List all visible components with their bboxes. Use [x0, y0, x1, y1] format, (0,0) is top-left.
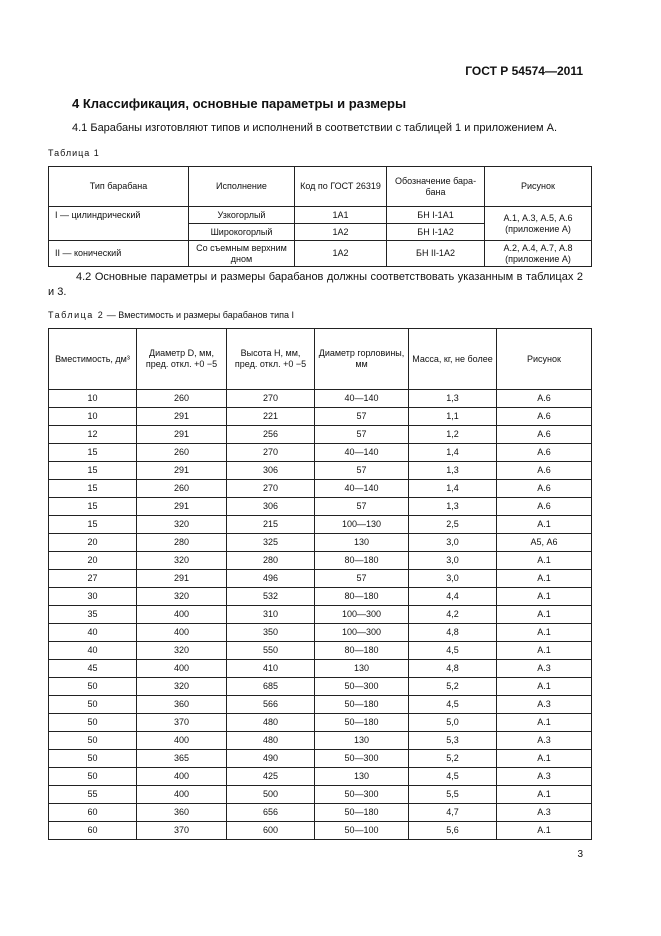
table-row	[49, 696, 592, 714]
table-cell: А.1	[497, 786, 592, 804]
table-cell: 130	[315, 768, 409, 786]
table-cell: А.1	[497, 642, 592, 660]
table-cell: 1,3	[409, 498, 497, 516]
table-cell: 57	[315, 408, 409, 426]
table-cell: 130	[315, 534, 409, 552]
table-row	[49, 714, 592, 732]
table-1	[48, 166, 592, 267]
table-cell: 566	[227, 696, 315, 714]
table-cell: 50	[49, 768, 137, 786]
table-cell: 256	[227, 426, 315, 444]
table-cell: 500	[227, 786, 315, 804]
table-cell: А.3	[497, 804, 592, 822]
table-row	[49, 498, 592, 516]
t2-header-neck: Диаметр горловины, мм	[315, 329, 409, 390]
table-cell: 260	[137, 480, 227, 498]
table-cell: 370	[137, 822, 227, 840]
table2-caption	[48, 310, 294, 320]
table-cell: А.3	[497, 696, 592, 714]
table-cell: А.6	[497, 426, 592, 444]
table-cell: 27	[49, 570, 137, 588]
t1-header-code: Код по ГОСТ 26319	[295, 167, 387, 207]
t1-cell: БН I-1А1	[387, 207, 485, 224]
table-cell: 10	[49, 408, 137, 426]
table-cell: 320	[137, 642, 227, 660]
table-cell: 260	[137, 444, 227, 462]
table-cell: 360	[137, 696, 227, 714]
table-cell: 100—300	[315, 606, 409, 624]
table-cell: 400	[137, 768, 227, 786]
table-cell: 50	[49, 732, 137, 750]
table-cell: 280	[137, 534, 227, 552]
table-cell: А.3	[497, 768, 592, 786]
table-row	[49, 552, 592, 570]
table-cell: А.1	[497, 750, 592, 768]
table-cell: 1,4	[409, 444, 497, 462]
t2-header-volume: Вместимость, дм³	[49, 329, 137, 390]
table-cell: 80—180	[315, 588, 409, 606]
table-cell: 5,0	[409, 714, 497, 732]
table-cell: 40—140	[315, 480, 409, 498]
table-cell: 45	[49, 660, 137, 678]
table-cell: 306	[227, 462, 315, 480]
table-cell: 15	[49, 444, 137, 462]
table-row	[49, 750, 592, 768]
table-cell: 425	[227, 768, 315, 786]
table-cell: 291	[137, 462, 227, 480]
table-cell: 5,3	[409, 732, 497, 750]
table-cell: А.1	[497, 552, 592, 570]
table-cell: 370	[137, 714, 227, 732]
table-cell: 350	[227, 624, 315, 642]
table-cell: 1,1	[409, 408, 497, 426]
table-cell: 50—300	[315, 678, 409, 696]
table-cell: 130	[315, 660, 409, 678]
table2-caption-text: — Вместимость и размеры барабанов типа I	[104, 310, 294, 320]
table-cell: 365	[137, 750, 227, 768]
table-cell: 4,2	[409, 606, 497, 624]
table-cell: 57	[315, 498, 409, 516]
table-cell: А.1	[497, 516, 592, 534]
table-cell: 15	[49, 516, 137, 534]
table-row	[49, 516, 592, 534]
table-cell: 291	[137, 408, 227, 426]
page-number: 3	[577, 849, 583, 860]
t2-header-height: Высота H, мм, пред. откл. +0 −5	[227, 329, 315, 390]
table-cell: 4,4	[409, 588, 497, 606]
t1-header-ris: Рисунок	[485, 167, 592, 207]
table-cell: 1,2	[409, 426, 497, 444]
table-cell: 50—180	[315, 696, 409, 714]
table-cell: А.3	[497, 732, 592, 750]
table-cell: 57	[315, 570, 409, 588]
table-cell: 35	[49, 606, 137, 624]
table-cell: 30	[49, 588, 137, 606]
t1-header-type: Тип барабана	[49, 167, 189, 207]
table-row	[49, 732, 592, 750]
table-cell: 1,3	[409, 390, 497, 408]
table-cell: А.1	[497, 606, 592, 624]
t1-cell: БН I-1А2	[387, 224, 485, 241]
t1-cell: Широкогорлый	[189, 224, 295, 241]
table-cell: 20	[49, 552, 137, 570]
table-cell: 400	[137, 732, 227, 750]
table-cell: 60	[49, 804, 137, 822]
table-cell: 260	[137, 390, 227, 408]
table-cell: 280	[227, 552, 315, 570]
table-cell: 130	[315, 732, 409, 750]
table-cell: 40—140	[315, 444, 409, 462]
table-cell: А.6	[497, 462, 592, 480]
t2-header-mass: Масса, кг, не более	[409, 329, 497, 390]
table-cell: 40	[49, 642, 137, 660]
table-cell: 320	[137, 552, 227, 570]
table-row	[49, 642, 592, 660]
table-cell: 15	[49, 498, 137, 516]
table-row	[49, 606, 592, 624]
table-cell: 2,5	[409, 516, 497, 534]
table-cell: 320	[137, 678, 227, 696]
table-row	[49, 822, 592, 840]
table-cell: 60	[49, 822, 137, 840]
table-cell: 5,5	[409, 786, 497, 804]
paragraph-4-1: 4.1 Барабаны изготовляют типов и исполнений в соответствии с таблицей 1 и приложением А.	[72, 122, 557, 134]
table-cell: 496	[227, 570, 315, 588]
table-cell: 270	[227, 480, 315, 498]
table-2	[48, 328, 592, 840]
table2-caption-prefix: Таблица 2	[48, 310, 105, 320]
table-cell: 270	[227, 390, 315, 408]
table-row	[49, 786, 592, 804]
t1-cell: 1А1	[295, 207, 387, 224]
table-cell: 10	[49, 390, 137, 408]
table-cell: 480	[227, 732, 315, 750]
table-cell: А.6	[497, 480, 592, 498]
t1-cell: 1А2	[295, 224, 387, 241]
table-cell: 5,6	[409, 822, 497, 840]
t1-cell: А.2, А.4, А.7, А.8 (приложение А)	[485, 241, 592, 267]
table-cell: 532	[227, 588, 315, 606]
table-cell: 1,3	[409, 462, 497, 480]
table-cell: 306	[227, 498, 315, 516]
t2-header-diameter: Диаметр D, мм, пред. откл. +0 −5	[137, 329, 227, 390]
table-cell: 550	[227, 642, 315, 660]
table-cell: 410	[227, 660, 315, 678]
table-cell: А.6	[497, 390, 592, 408]
t1-cell: Со съемным верхним дном	[189, 241, 295, 267]
table-cell: 400	[137, 606, 227, 624]
t1-header-oboz: Обозначение бара-бана	[387, 167, 485, 207]
table-cell: А.1	[497, 588, 592, 606]
table-cell: 50—180	[315, 714, 409, 732]
table-row	[49, 462, 592, 480]
table-cell: 360	[137, 804, 227, 822]
table-row	[49, 588, 592, 606]
table-cell: 490	[227, 750, 315, 768]
t1-cell: Узкогорлый	[189, 207, 295, 224]
table-row	[49, 804, 592, 822]
table-row	[49, 444, 592, 462]
table-cell: А.6	[497, 498, 592, 516]
table-cell: А.1	[497, 624, 592, 642]
table1-caption: Таблица 1	[48, 148, 100, 158]
table-row	[49, 534, 592, 552]
table-cell: 3,0	[409, 570, 497, 588]
table-cell: 291	[137, 498, 227, 516]
table-cell: 4,5	[409, 768, 497, 786]
t1-type-cylindrical: I — цилиндрический	[49, 207, 189, 241]
table-cell: 215	[227, 516, 315, 534]
table-cell: 50—300	[315, 786, 409, 804]
table-cell: 55	[49, 786, 137, 804]
table-cell: 100—130	[315, 516, 409, 534]
table-cell: А.1	[497, 822, 592, 840]
table-cell: 5,2	[409, 678, 497, 696]
table-row	[49, 768, 592, 786]
table-cell: 20	[49, 534, 137, 552]
table-cell: 15	[49, 462, 137, 480]
table-cell: 221	[227, 408, 315, 426]
table-cell: 320	[137, 588, 227, 606]
table-cell: А.1	[497, 714, 592, 732]
t1-cell: 1А2	[295, 241, 387, 267]
table-cell: 400	[137, 660, 227, 678]
table-cell: 320	[137, 516, 227, 534]
table-cell: 291	[137, 426, 227, 444]
table-cell: 4,8	[409, 660, 497, 678]
table-cell: 4,5	[409, 696, 497, 714]
t2-header-figure: Рисунок	[497, 329, 592, 390]
table-cell: 400	[137, 624, 227, 642]
document-header: ГОСТ Р 54574—2011	[465, 64, 583, 78]
t1-header-isp: Исполнение	[189, 167, 295, 207]
table-cell: 310	[227, 606, 315, 624]
table-cell: 50	[49, 714, 137, 732]
table-cell: 685	[227, 678, 315, 696]
table-cell: А.6	[497, 408, 592, 426]
table-cell: А.3	[497, 660, 592, 678]
table-row	[49, 660, 592, 678]
t1-type-conical: II — конический	[49, 241, 189, 267]
table-cell: 270	[227, 444, 315, 462]
paragraph-4-2: 4.2 Основные параметры и размеры барабанов должны соответствовать указанным в таблицах 2 и 3.	[48, 271, 583, 298]
table-cell: 50—180	[315, 804, 409, 822]
table-cell: 50	[49, 696, 137, 714]
table-row	[49, 390, 592, 408]
table-cell: 4,5	[409, 642, 497, 660]
table-cell: А.1	[497, 678, 592, 696]
table-cell: 4,7	[409, 804, 497, 822]
table-cell: 50	[49, 750, 137, 768]
table-cell: 50—100	[315, 822, 409, 840]
table-cell: 57	[315, 462, 409, 480]
table-cell: 80—180	[315, 642, 409, 660]
table-cell: 400	[137, 786, 227, 804]
section-title: 4 Классификация, основные параметры и размеры	[72, 96, 407, 111]
table-row	[49, 408, 592, 426]
table-cell: 80—180	[315, 552, 409, 570]
table-cell: 12	[49, 426, 137, 444]
table-row	[49, 624, 592, 642]
table-cell: 5,2	[409, 750, 497, 768]
table-cell: 50—300	[315, 750, 409, 768]
table-cell: 4,8	[409, 624, 497, 642]
table-cell: 600	[227, 822, 315, 840]
table-cell: 656	[227, 804, 315, 822]
table-row	[49, 678, 592, 696]
table-cell: 40	[49, 624, 137, 642]
table-cell: 325	[227, 534, 315, 552]
table-cell: 480	[227, 714, 315, 732]
table-cell: 57	[315, 426, 409, 444]
table-row	[49, 570, 592, 588]
table-cell: 50	[49, 678, 137, 696]
table-cell: 3,0	[409, 534, 497, 552]
t1-cell: БН II-1А2	[387, 241, 485, 267]
table-cell: А5, А6	[497, 534, 592, 552]
t1-cell: А.1, А.3, А.5, А.6 (приложение А)	[485, 207, 592, 241]
table-row	[49, 480, 592, 498]
table-cell: 100—300	[315, 624, 409, 642]
table-cell: 40—140	[315, 390, 409, 408]
table-cell: 15	[49, 480, 137, 498]
table-cell: 1,4	[409, 480, 497, 498]
table-row	[49, 426, 592, 444]
table-cell: 291	[137, 570, 227, 588]
table-cell: А.1	[497, 570, 592, 588]
table-cell: 3,0	[409, 552, 497, 570]
table-cell: А.6	[497, 444, 592, 462]
